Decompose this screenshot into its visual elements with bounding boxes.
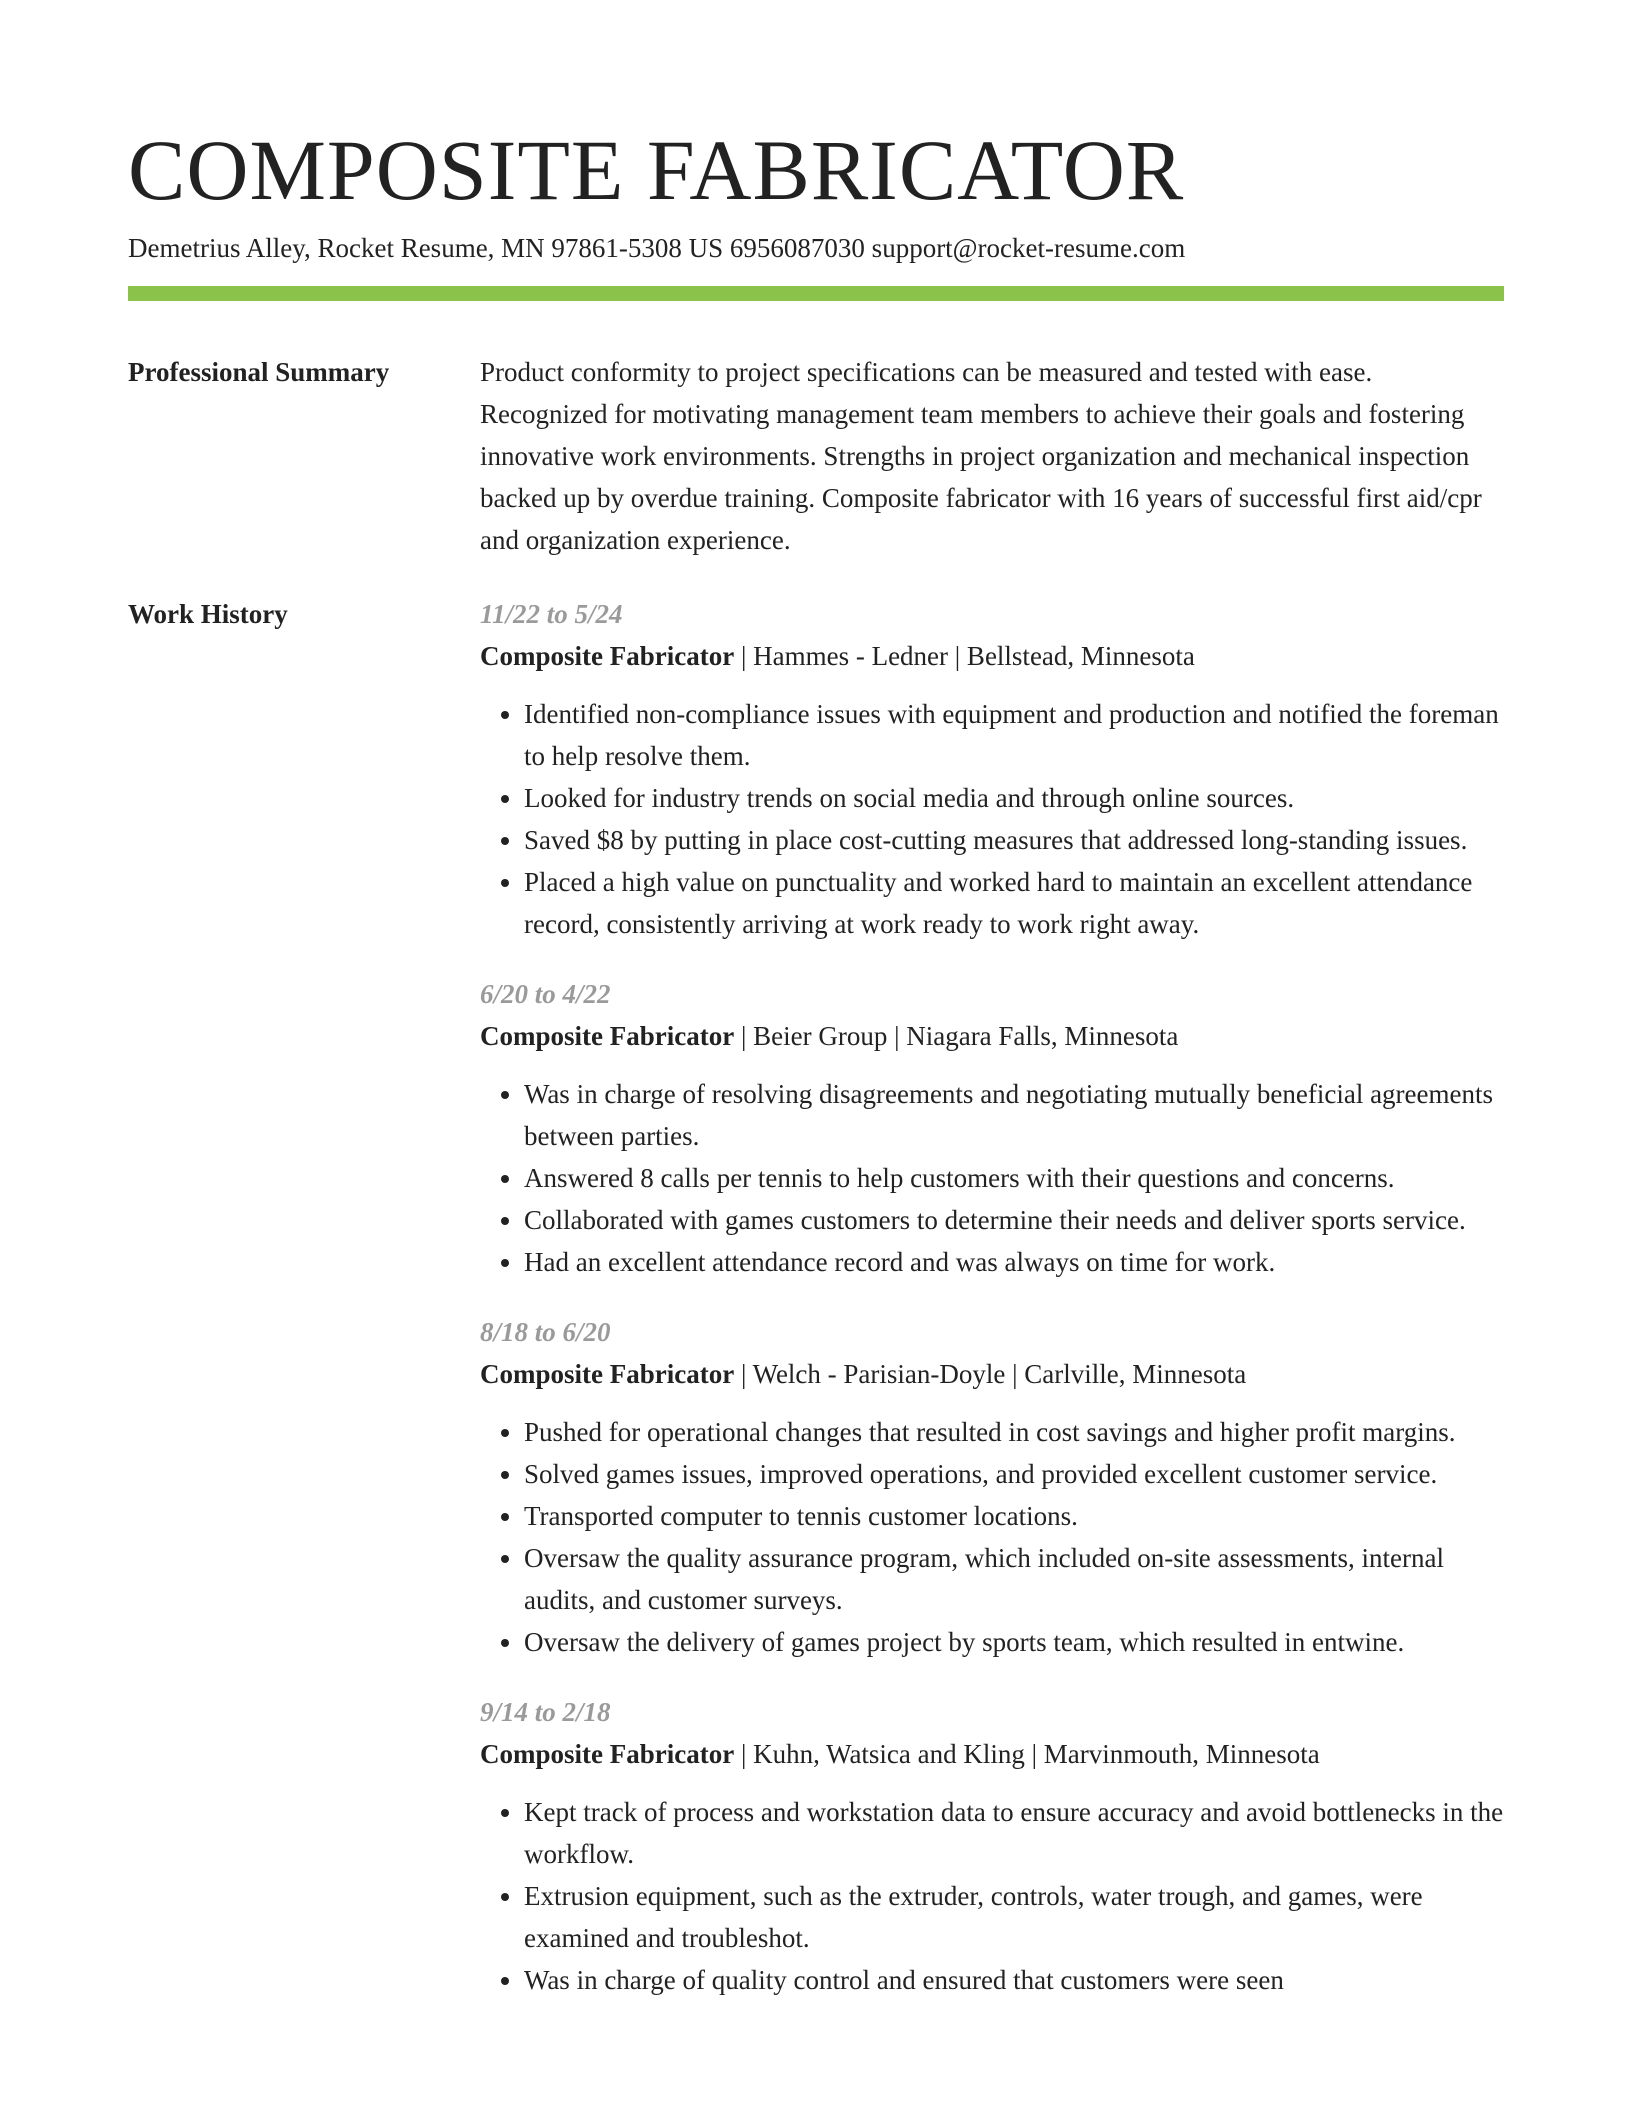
job-heading <box>480 1015 1504 1057</box>
job-dates: 6/20 to 4/22 <box>480 979 611 1009</box>
job-bullet: • Was in charge of quality control and ensured that customers were seen <box>524 1959 1504 2001</box>
accent-divider <box>128 286 1504 301</box>
job-dates: 11/22 to 5/24 <box>480 599 623 629</box>
job-title: Composite Fabricator <box>480 1359 735 1389</box>
job-bullet: • Answered 8 calls per tennis to help customers with their questions and concerns. <box>524 1157 1504 1199</box>
resume-header <box>128 118 1504 266</box>
job-bullet: • Collaborated with games customers to determine their needs and deliver sports service. <box>524 1199 1504 1241</box>
job-bullet: • Pushed for operational changes that resulted in cost savings and higher profit margins. <box>524 1411 1504 1453</box>
job-bullet: • Identified non-compliance issues with equipment and production and notified the foreman to help resolve them. <box>524 693 1504 777</box>
resume-title: COMPOSITE FABRICATOR <box>128 122 1185 218</box>
job-bullet: • Extrusion equipment, such as the extruder, controls, water trough, and games, were examined and troubleshot. <box>524 1875 1504 1959</box>
job-title: Composite Fabricator <box>480 641 735 671</box>
job-heading <box>480 635 1504 677</box>
job-bullets <box>480 1411 1504 1663</box>
job-bullet: • Had an excellent attendance record and was always on time for work. <box>524 1241 1504 1283</box>
work-history-heading: Work History <box>128 599 288 629</box>
job-bullets <box>480 1791 1504 2001</box>
job-bullet: • Saved $8 by putting in place cost-cutting measures that addressed long-standing issues. <box>524 819 1504 861</box>
job-bullet: • Transported computer to tennis customer locations. <box>524 1495 1504 1537</box>
job-company-location: | Beier Group | Niagara Falls, Minnesota <box>734 1021 1179 1051</box>
job-title: Composite Fabricator <box>480 1739 735 1769</box>
job-heading <box>480 1353 1504 1395</box>
job-bullet: • Kept track of process and workstation data to ensure accuracy and avoid bottlenecks in the workflow. <box>524 1791 1504 1875</box>
job-bullet: • Oversaw the quality assurance program, which included on-site assessments, internal audits, and customer surveys. <box>524 1537 1504 1621</box>
job-bullet: • Placed a high value on punctuality and worked hard to maintain an excellent attendance record, consistently arriving at work ready to work right away. <box>524 861 1504 945</box>
job-bullets <box>480 693 1504 945</box>
contact-info: Demetrius Alley, Rocket Resume, MN 97861-5308 US 6956087030 support@rocket-resume.com <box>128 233 1186 263</box>
job-company-location: | Kuhn, Watsica and Kling | Marvinmouth, Minnesota <box>734 1739 1320 1769</box>
job-dates: 9/14 to 2/18 <box>480 1697 611 1727</box>
job-bullet: • Solved games issues, improved operations, and provided excellent customer service. <box>524 1453 1504 1495</box>
job-entry <box>480 593 1504 945</box>
summary-body <box>480 351 1504 561</box>
job-entry <box>480 1311 1504 1663</box>
job-entry <box>480 973 1504 1283</box>
job-bullet: • Was in charge of resolving disagreements and negotiating mutually beneficial agreements between parties. <box>524 1073 1504 1157</box>
job-entry <box>480 1691 1504 2001</box>
job-bullets <box>480 1073 1504 1283</box>
job-company-location: | Hammes - Ledner | Bellstead, Minnesota <box>734 641 1195 671</box>
job-heading <box>480 1733 1504 1775</box>
job-bullet: • Oversaw the delivery of games project by sports team, which resulted in entwine. <box>524 1621 1504 1663</box>
job-dates: 8/18 to 6/20 <box>480 1317 611 1347</box>
job-company-location: | Welch - Parisian-Doyle | Carlville, Minnesota <box>734 1359 1247 1389</box>
work-history-list <box>480 593 1504 2029</box>
job-bullet: • Looked for industry trends on social media and through online sources. <box>524 777 1504 819</box>
summary-heading: Professional Summary <box>128 357 390 387</box>
summary-text: Product conformity to project specifications can be measured and tested with ease. Recognized for motivating management team members to achieve their goals and fostering innovative work environments. Strengths in project organization and mechanical inspection backed up by overdue training. Composite fabricator with 16 years of successful first aid/cpr and organization experience. <box>480 357 1482 555</box>
job-title: Composite Fabricator <box>480 1021 735 1051</box>
